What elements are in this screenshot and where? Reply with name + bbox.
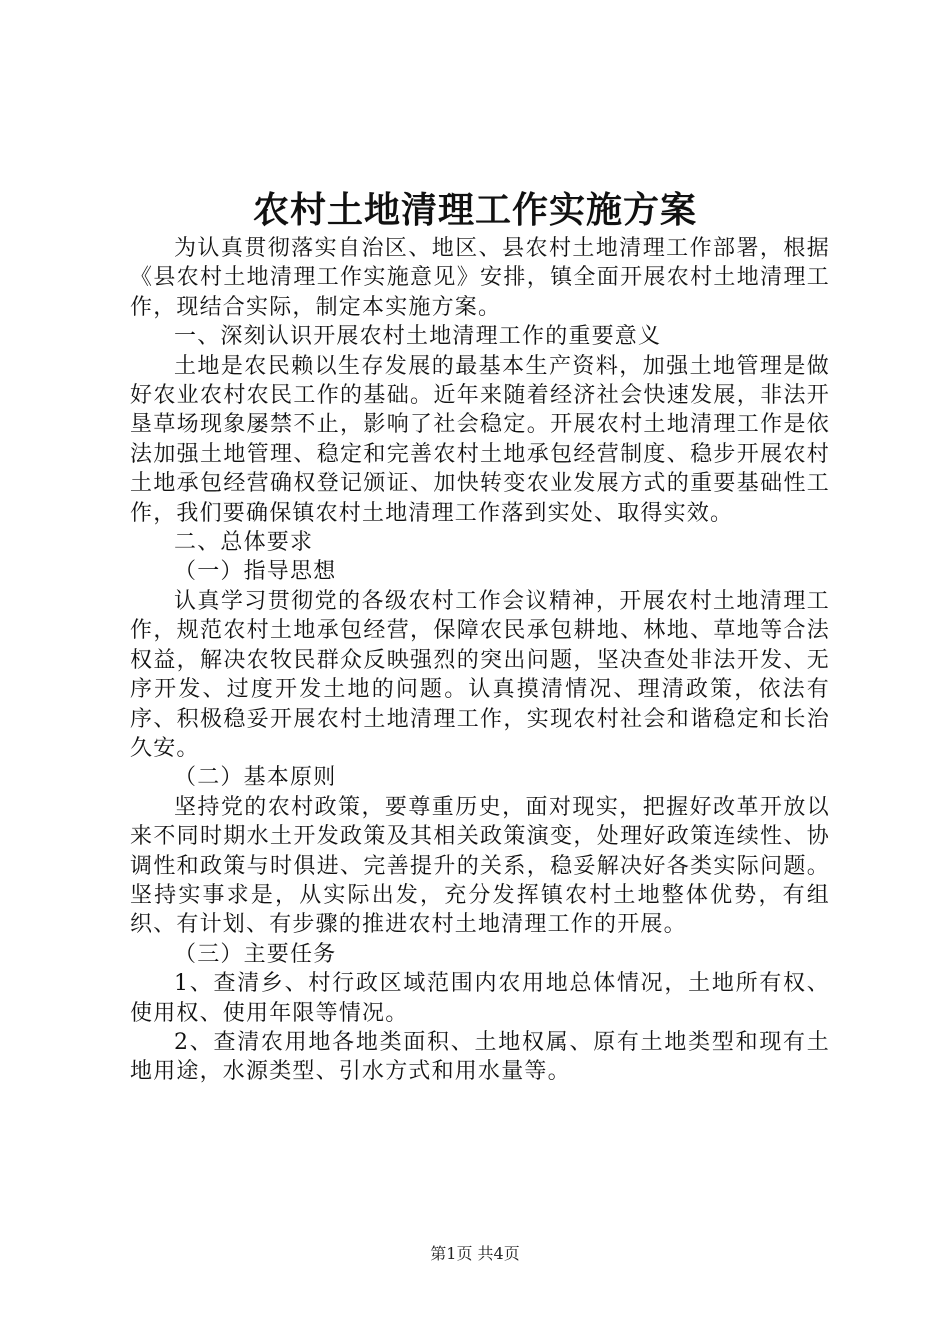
paragraph-significance: 土地是农民赖以生存发展的最基本生产资料，加强土地管理是做好农业农村农民工作的基础。近年来随着经济社会快速发展，非法开垦草场现象屡禁不止，影响了社会稳定。开展农村土地清理工作是依法加强土地管理、稳定和完善农村土地承包经营制度、稳步开展农村土地承包经营确权登记颁证、加快转变农业发展方式的重要基础性工作，我们要确保镇农村土地清理工作落到实处、取得实效。 xyxy=(130,353,830,526)
subsection-heading-guiding-thought: （一）指导思想 xyxy=(174,559,337,585)
paragraph-task-2: 2、查清农用地各地类面积、土地权属、原有土地类型和现有土地用途，水源类型、引水方式和用水量等。 xyxy=(130,1029,830,1085)
page-footer: 第1页 共4页 xyxy=(430,1244,520,1263)
paragraph-principles: 坚持党的农村政策，要尊重历史，面对现实，把握好改革开放以来不同时期水土开发政策及其相关政策演变，处理好政策连续性、协调性和政策与时俱进、完善提升的关系，稳妥解决好各类实际问题。坚持实事求是，从实际出发，充分发挥镇农村土地整体优势，有组织、有计划、有步骤的推进农村土地清理工作的开展。 xyxy=(130,794,830,938)
section-heading-1: 一、深刻认识开展农村土地清理工作的重要意义 xyxy=(174,324,662,350)
paragraph-intro: 为认真贯彻落实自治区、地区、县农村土地清理工作部署，根据《县农村土地清理工作实施意见》安排，镇全面开展农村土地清理工作，现结合实际，制定本实施方案。 xyxy=(130,236,830,320)
paragraph-guiding-thought: 认真学习贯彻党的各级农村工作会议精神，开展农村土地清理工作，规范农村土地承包经营，保障农民承包耕地、林地、草地等合法权益，解决农牧民群众反映强烈的突出问题，坚决查处非法开发、无序开发、过度开发土地的问题。认真摸清情况、理清政策，依法有序、积极稳妥开展农村土地清理工作，实现农村社会和谐稳定和长治久安。 xyxy=(130,588,830,761)
section-heading-2: 二、总体要求 xyxy=(174,530,314,556)
document-title: 农村土地清理工作实施方案 xyxy=(252,189,697,231)
subsection-heading-tasks: （三）主要任务 xyxy=(174,941,337,967)
document-body xyxy=(130,234,830,1087)
subsection-heading-principles: （二）基本原则 xyxy=(174,765,337,791)
paragraph-task-1: 1、查清乡、村行政区域范围内农用地总体情况，土地所有权、使用权、使用年限等情况。 xyxy=(130,971,830,1026)
